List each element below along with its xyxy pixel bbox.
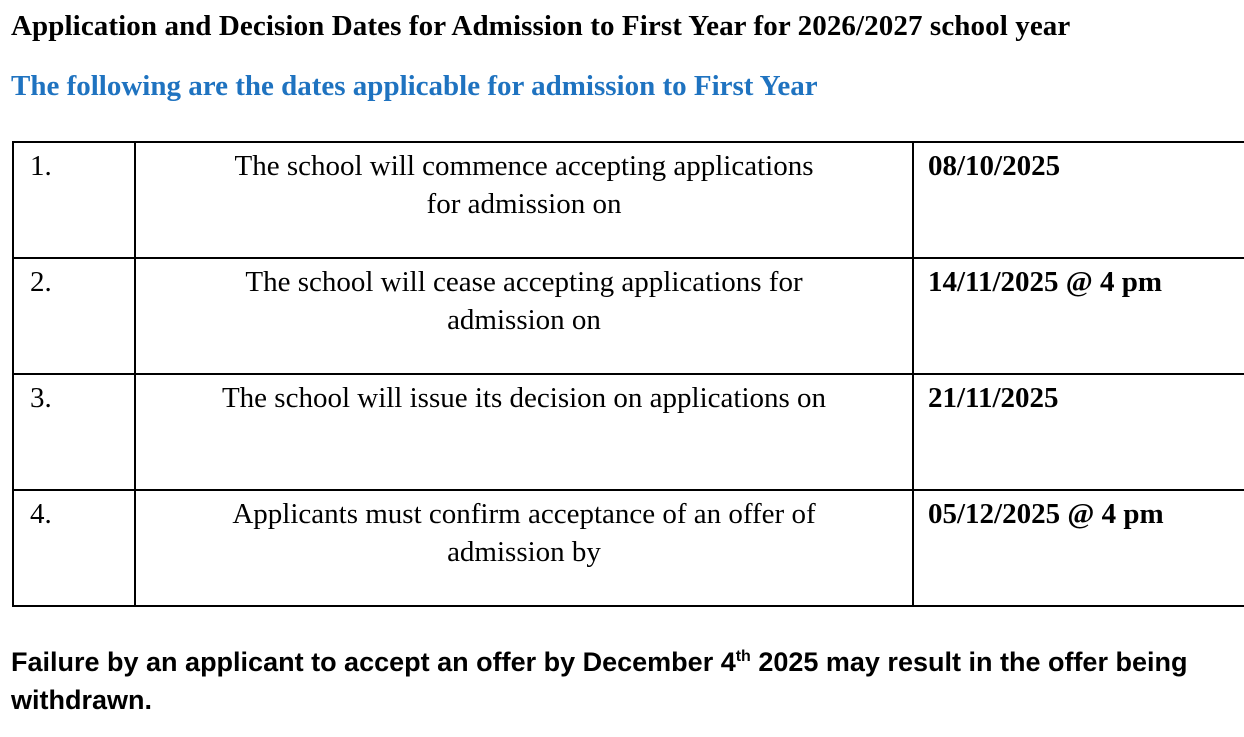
row-number: 4. xyxy=(13,490,135,606)
row-description-line: for admission on xyxy=(426,188,622,220)
dates-table xyxy=(12,141,1244,607)
page-title: Application and Decision Dates for Admission to First Year for 2026/2027 school year xyxy=(11,10,1071,42)
row-description-line: The school will cease accepting applications for xyxy=(245,266,803,298)
row-number: 2. xyxy=(13,258,135,374)
row-description xyxy=(135,142,913,258)
table-row xyxy=(13,374,1244,490)
footer-text-end: 2025 may result in the offer being withdrawn. xyxy=(11,647,1188,715)
row-description xyxy=(135,258,913,374)
row-description-line: The school will commence accepting applications xyxy=(234,150,814,182)
page-subtitle: The following are the dates applicable for admission to First Year xyxy=(11,70,818,102)
row-date: 08/10/2025 xyxy=(913,142,1244,258)
footer-ordinal-suffix: th xyxy=(735,648,751,665)
table-row xyxy=(13,490,1244,606)
row-description-line: admission on xyxy=(447,304,601,336)
footer-note xyxy=(11,643,1236,719)
table-row xyxy=(13,142,1244,258)
table-row xyxy=(13,258,1244,374)
row-number: 3. xyxy=(13,374,135,490)
row-date: 05/12/2025 @ 4 pm xyxy=(913,490,1244,606)
row-description-line: Applicants must confirm acceptance of an offer of xyxy=(232,498,816,530)
row-description-line: The school will issue its decision on applications on xyxy=(221,382,827,414)
row-description xyxy=(135,490,913,606)
row-number: 1. xyxy=(13,142,135,258)
row-date: 21/11/2025 xyxy=(913,374,1244,490)
footer-text: Failure by an applicant to accept an offer by December 4 xyxy=(11,647,736,677)
row-description xyxy=(135,374,913,490)
row-description-line: admission by xyxy=(447,536,601,568)
row-date: 14/11/2025 @ 4 pm xyxy=(913,258,1244,374)
